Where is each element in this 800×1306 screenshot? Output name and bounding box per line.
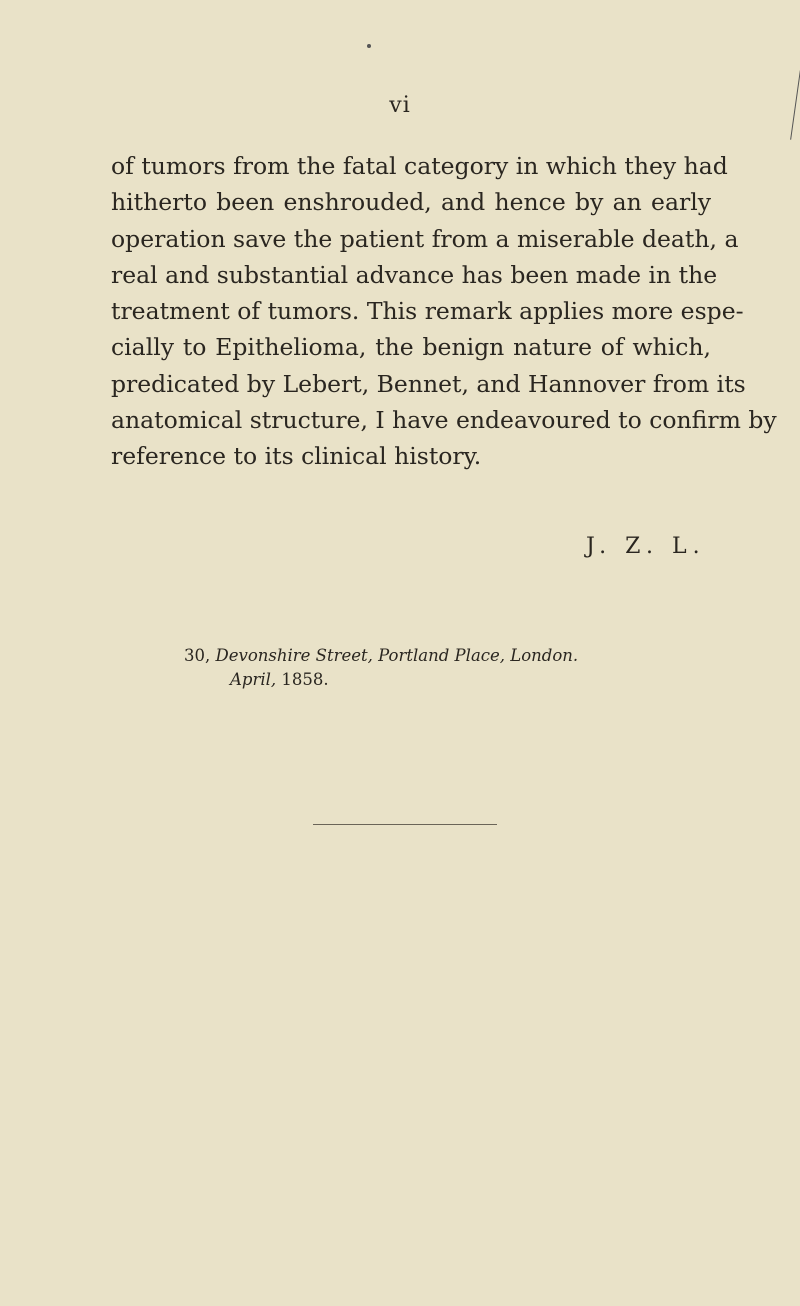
paragraph-line: of tumors from the fatal category in which they had — [111, 152, 728, 180]
paragraph-line: cially to Epithelioma, the benign nature of which, — [111, 333, 711, 362]
date-month: April, — [230, 670, 277, 689]
date-line — [184, 668, 578, 692]
date-year: 1858. — [281, 670, 329, 689]
author-address — [184, 644, 578, 692]
paragraph-line: operation save the patient from a miserable death, a — [111, 224, 739, 253]
street-name: Devonshire Street, — [215, 646, 373, 665]
paragraph-line: treatment of tumors. This remark applies more espe- — [111, 297, 744, 326]
paragraph-line: predicated by Lebert, Bennet, and Hannover from its — [111, 369, 746, 398]
city-name: London. — [510, 646, 579, 665]
ink-speck — [367, 44, 371, 48]
paragraph-line: anatomical structure, I have endeavoured to confirm by — [111, 406, 777, 435]
author-initials: J. Z. L. — [586, 534, 706, 559]
preface-paragraph — [111, 148, 777, 475]
street-number: 30, — [184, 646, 211, 665]
paragraph-line: hitherto been enshrouded, and hence by an early — [111, 188, 711, 217]
paragraph-line: real and substantial advance has been made in the — [111, 260, 718, 289]
end-rule — [313, 824, 497, 825]
paragraph-line: reference to its clinical history. — [111, 442, 482, 471]
place-name: Portland Place, — [378, 646, 506, 665]
address-line — [184, 644, 578, 668]
page-number: vi — [389, 93, 411, 118]
